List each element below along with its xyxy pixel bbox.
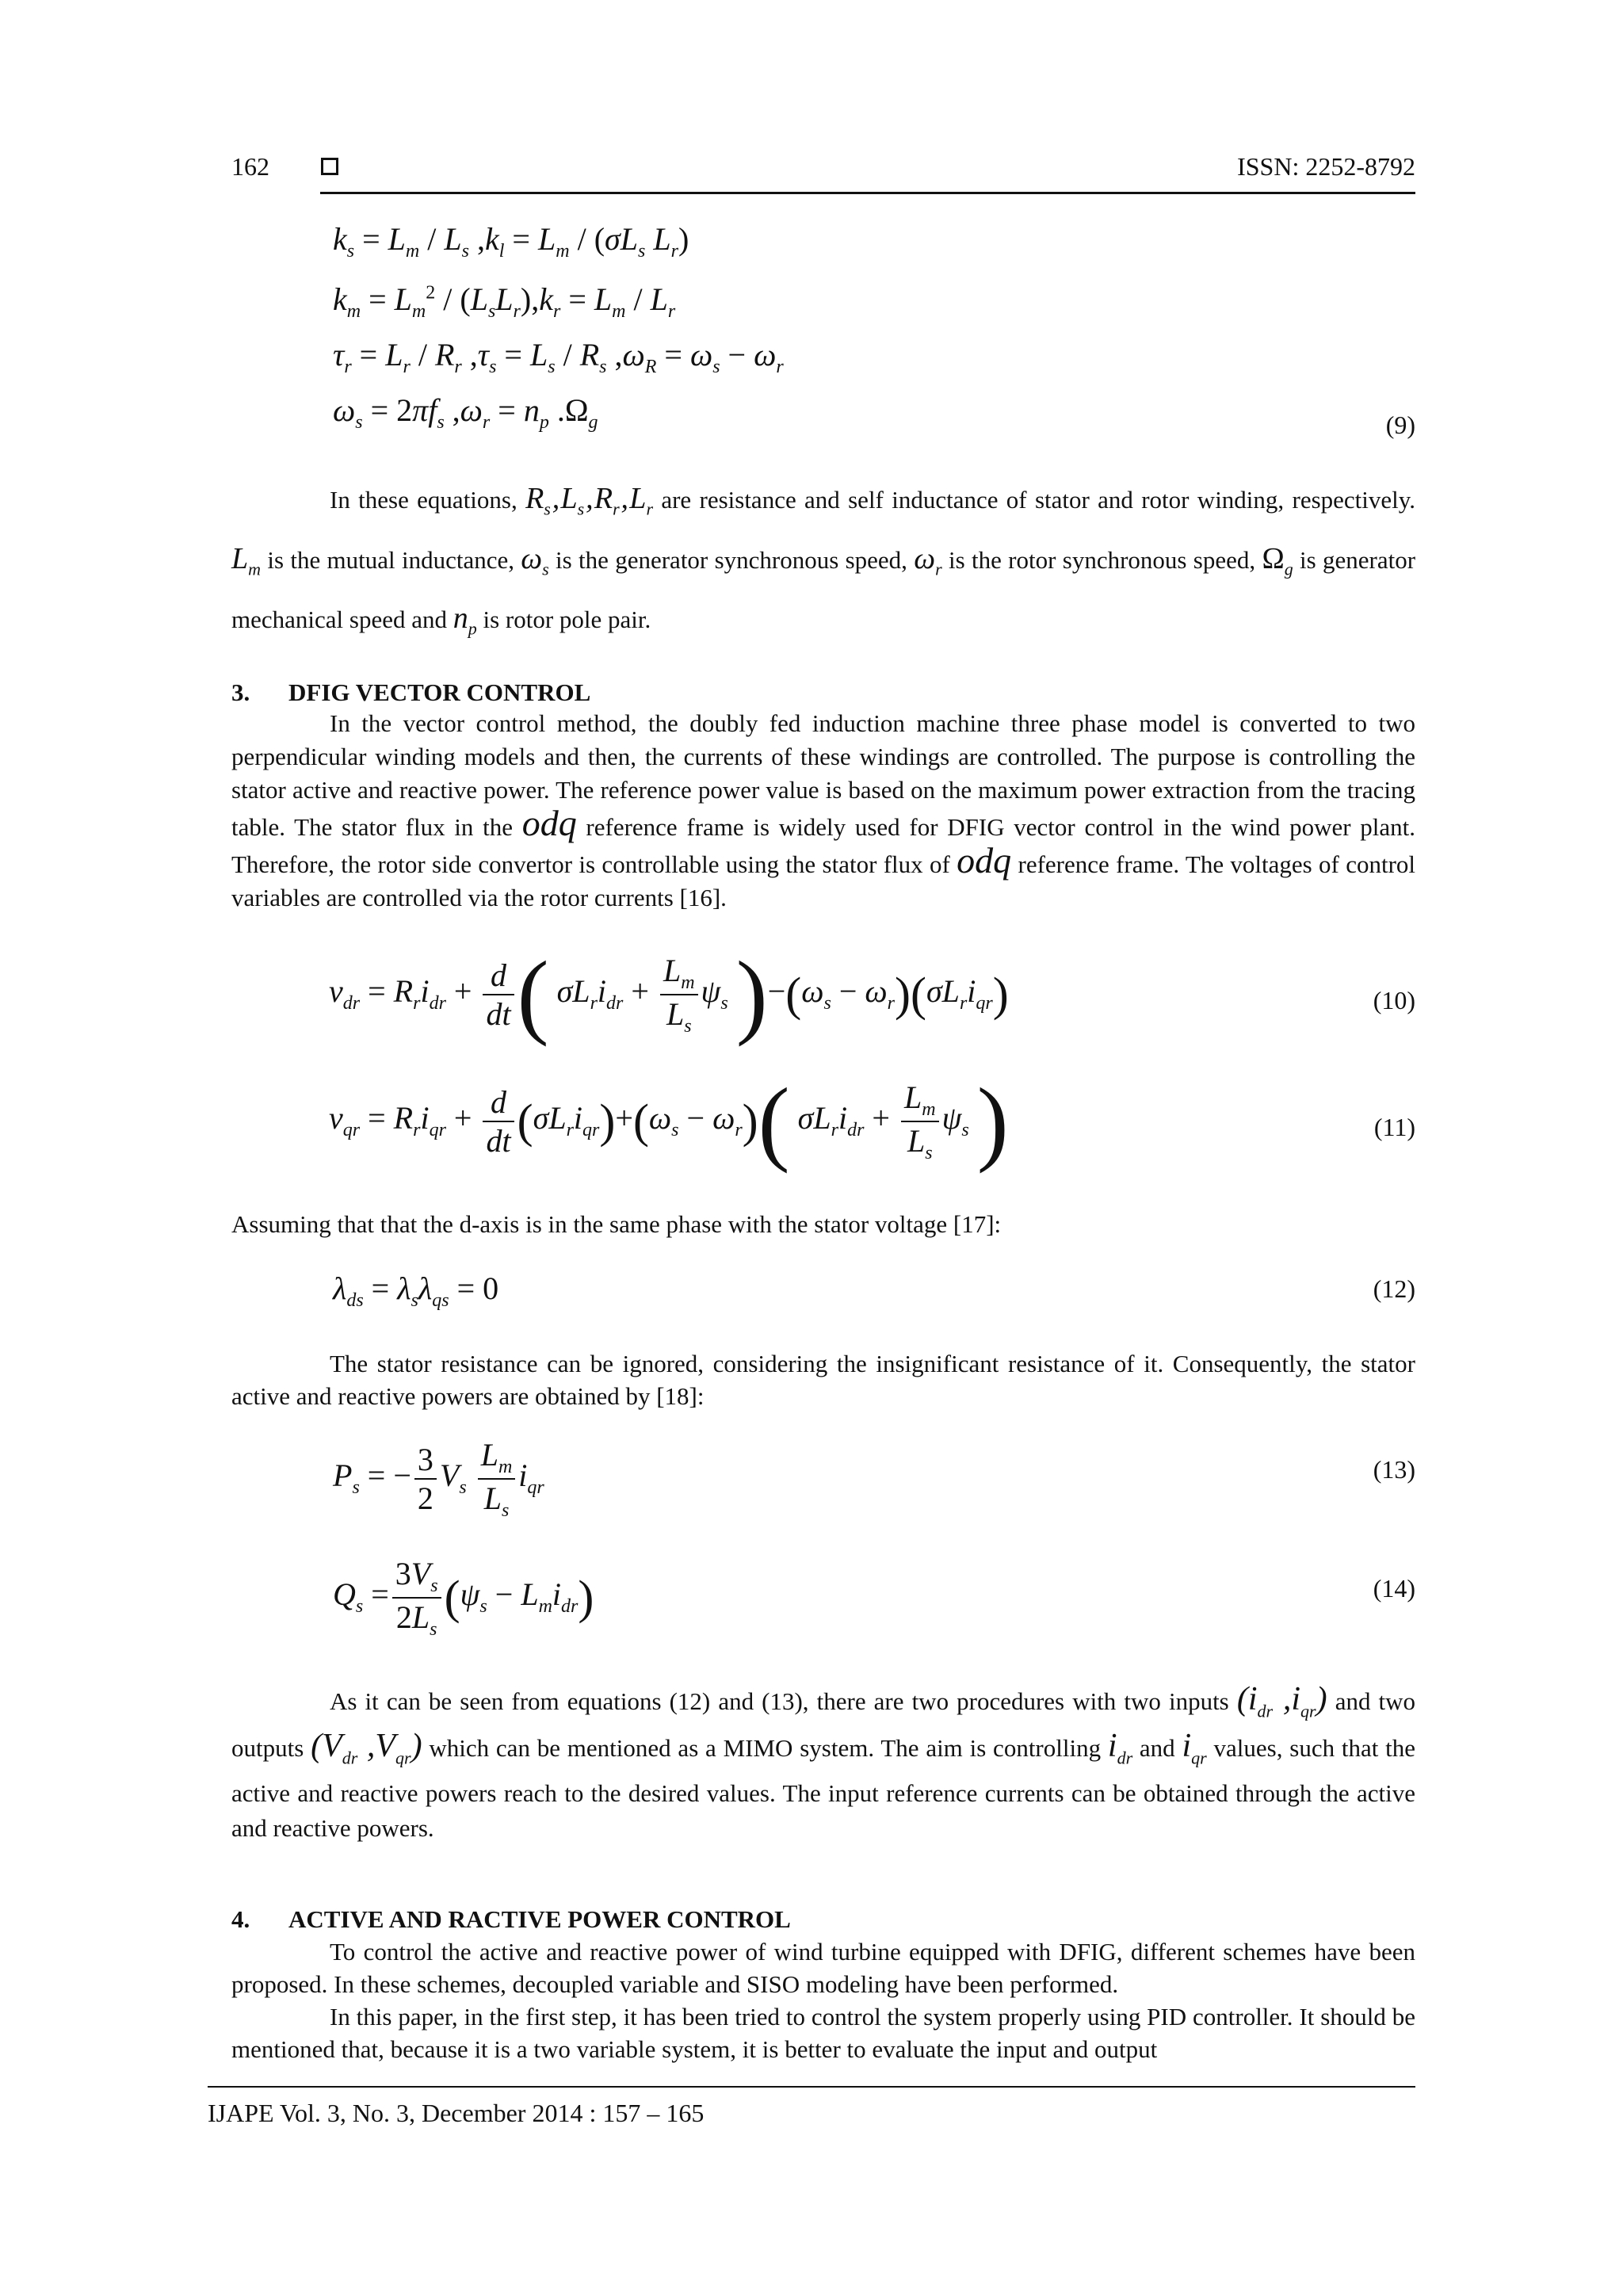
fraction-lm-ls-11: $\frac{L_m}{L_s}$ [901,1079,939,1164]
equation-number-9: (9) [1385,411,1415,439]
page-number: 162 [231,152,269,181]
equation-number-13: (13) [1373,1455,1415,1484]
equation-number-11: (11) [1373,1113,1415,1141]
para1-text-7: is rotor pole pair. [483,606,651,634]
symbol-odq-2: odq [957,840,1012,881]
section-3-paragraph [231,707,1415,915]
mimo-paragraph [231,1682,1415,1846]
equation-13: $P_s$ = − $\frac{3}{2}$ $V_s$ $\frac{L_m}{L_s}$ $i_{qr}$ [333,1437,544,1521]
symbol-idr: $i_{dr}$ [1107,1728,1133,1768]
section-3-heading [231,678,590,707]
fraction-d-dt-11: $\frac{d}{dt}$ [483,1083,514,1159]
equation-9-line-4: $\omega_s = 2\pi f_s$ $,\omega_r = n_p$ $.\Omega_g$ [333,392,598,433]
fraction-d-dt-10: $\frac{d}{dt}$ [483,957,514,1033]
equation-11: $v_{qr} = R_ri_{qr}$ + $\frac{d}{dt}$ $(\sigma L_ri_{qr})+(\omega_s - \omega_r)$( $\sigma L_ri_{dr}$ + $\frac{L_m}{L_s}$ $\psi_s$ ) [329,1068,1009,1174]
section-4-heading [231,1905,791,1934]
equation-9-line-1: $k_s = L_m / L_s$ $,k_l = L_m / (\sigma L_s$ $L_r$) [333,221,689,262]
section-4-paragraph-1: To control the active and reactive power of wind turbine equipped with DFIG, different schemes have been proposed. In these schemes, decoupled variable and SISO modeling have been performed. [231,1938,1415,1998]
paragraph-symbols [231,474,1415,654]
symbol-rs-ls-rr-lr: $R_s‚L_s‚R_r‚L_r$ [525,482,653,519]
section3-text-1: In the vector control method, the doubly fed induction machine three phase model is converted to two perpendicular winding models and then, the currents of these windings are controlled. The purpose is controlling the stator active and reactive power. The reference power value is based on the maximum power extraction from the tracing table. The stator flux in the [231,709,1415,841]
equation-number-12: (12) [1373,1274,1415,1303]
assumption-paragraph [231,1208,1415,1240]
para1-text-6: is generator mechanical speed and [231,545,1416,634]
para1-text-5: is the rotor synchronous speed, [949,545,1256,574]
header-rule [320,192,1415,194]
fraction-3vs-2ls: $\frac{3V_s}{2L_s}$ [392,1555,441,1641]
footer-rule [208,2086,1415,2088]
stator-text: The stator resistance can be ignored, considering the insignificant resistance of it. Consequently, the stator active and reactive powers are obtained by [18]: [231,1350,1415,1410]
section-3-number: 3. [231,678,250,706]
fraction-3-2: $\frac{3}{2}$ [414,1441,437,1517]
equation-9-line-3: $\tau_r = L_r / R_r$ $,\tau_s = L_s / R_s$ $,\omega_R = \omega_s - \omega_r$ [333,337,784,377]
symbol-inputs-idr-iqr: ($i_{dr}$ $,i_{qr}$) [1236,1681,1327,1721]
mimo-text-4: and [1139,1734,1175,1763]
mimo-text-5: values, such that the active and reactive powers reach to the desired values. The input reference currents can be obtained through the active and reactive powers. [231,1734,1416,1842]
symbol-omega-s: $\omega_s$ [521,541,549,579]
para1-text-1: In these equations, [330,486,517,514]
stator-paragraph [231,1347,1415,1412]
section-4-title: ACTIVE AND RACTIVE POWER CONTROL [288,1905,791,1933]
symbol-odq-1: odq [521,803,577,843]
equation-12: $\lambda_{ds} = \lambda_s\lambda_{qs} = 0$ [333,1270,499,1311]
checkbox-square-icon [321,158,338,175]
section3-text-2: reference frame is widely used for DFIG vector control in the wind power plant. Therefore, the rotor side convertor is controllable using the stator flux of [231,813,1416,878]
section-4-paragraphs [231,1935,1415,2065]
issn: ISSN: 2252-8792 [1237,152,1415,181]
assumption-text: Assuming that that the d-axis is in the same phase with the stator voltage [17]: [231,1210,1002,1238]
section-4-number: 4. [231,1905,250,1933]
section-4-paragraph-2: In this paper, in the first step, it has been tried to control the system properly using PID controller. It should be mentioned that, because it is a two variable system, it is better to evaluate the input and output [231,2003,1415,2063]
section3-text-3: reference frame. The voltages of control variables are controlled via the rotor currents [16]. [231,850,1416,911]
para1-text-4: is the generator synchronous speed, [556,545,907,574]
mimo-text-3: which can be mentioned as a MIMO system. The aim is controlling [429,1734,1102,1763]
equation-9-line-2: $k_m = L_m^2 / (L_sL_r),k_r = L_m / L_r$ [333,281,676,322]
equation-number-14: (14) [1373,1574,1415,1603]
symbol-omega-g: $\Omega_g$ [1262,541,1293,579]
mimo-text-2: and two outputs [231,1687,1416,1763]
fraction-lm-ls-13: $\frac{L_m}{L_s}$ [478,1436,516,1522]
fraction-lm-ls-10: $\frac{L_m}{L_s}$ [660,952,698,1037]
mimo-text-1: As it can be seen from equations (12) and (13), there are two procedures with two inputs [330,1687,1229,1715]
para1-text-2: are resistance and self inductance of stator and rotor winding, respectively. [661,486,1416,514]
equation-number-10: (10) [1373,986,1415,1014]
equation-14: $Q_s$ = $\frac{3V_s}{2L_s}$ $(\psi_s - L_mi_{dr})$ [333,1556,594,1640]
symbol-omega-r: $\omega_r$ [914,541,942,579]
symbol-np: $n_p$ [453,602,477,639]
symbol-iqr: $i_{qr}$ [1182,1728,1207,1768]
footer-citation: IJAPE Vol. 3, No. 3, December 2014 : 157 – 165 [208,2099,705,2127]
equation-10: $v_{dr} = R_ri_{dr}$ + $\frac{d}{dt}$ ( $\sigma L_ri_{dr}$ + $\frac{L_m}{L_s}$ $\psi_s$ )$-(\omega_s - \omega_r)(\sigma L_ri_{qr})$ [329,942,1009,1047]
para1-text-3: is the mutual inductance, [267,545,514,574]
symbol-outputs-vdr-vqr: ($V_{dr}$ $,V_{qr}$) [311,1728,422,1768]
section-3-title: DFIG VECTOR CONTROL [288,678,591,706]
symbol-lm: $L_m$ [231,541,262,579]
